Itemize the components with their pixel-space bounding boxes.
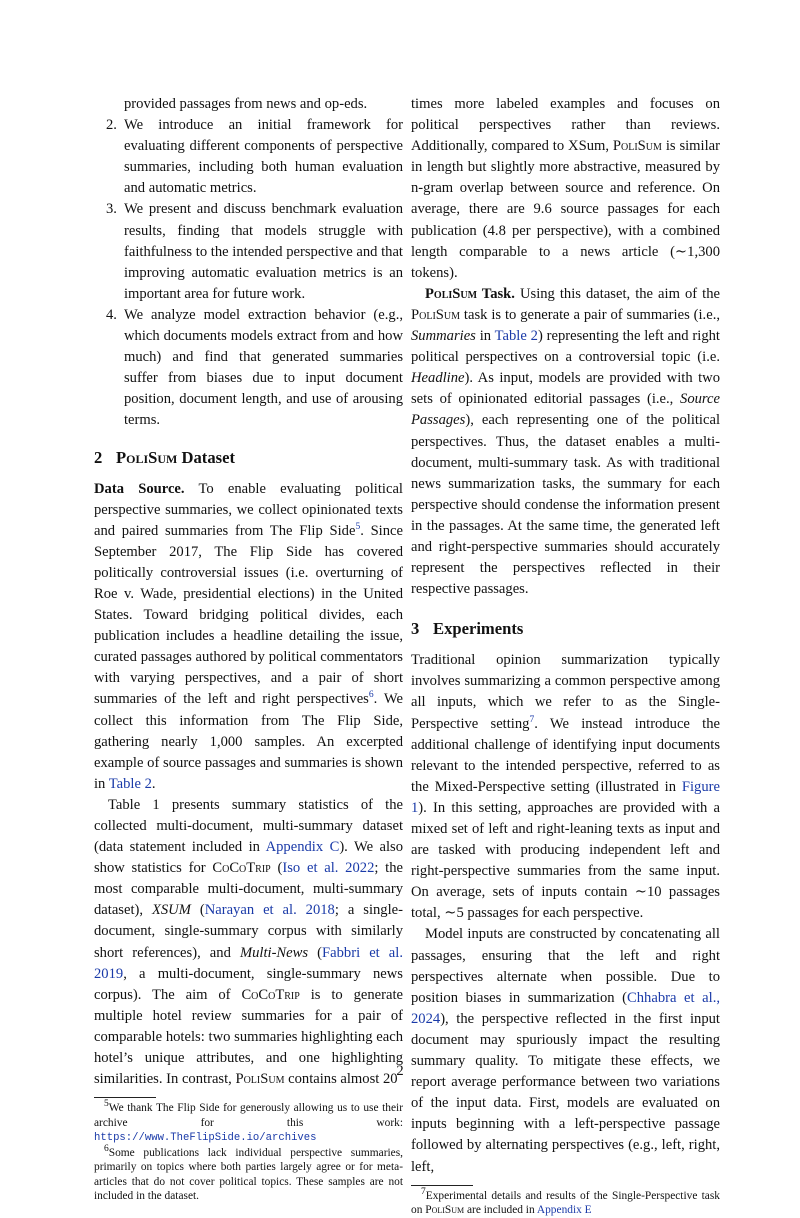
text: ). As input, models are provided with two sets of opinionated editorial passages (i.e., xyxy=(411,370,720,408)
appendix-e-link[interactable]: Appendix E xyxy=(536,1203,592,1216)
headline-term: Headline xyxy=(411,370,465,387)
text: ), each representing one of the political perspectives. Thus, the dataset enables a multi-document, multi-summary task. As with traditional news summarization tasks, the summary for each perspective should condense the information present in the passages. At the same time, the generated left and right-perspective summaries should accurately represent the perspectives reflected in their respective passages. xyxy=(411,412,720,598)
footnote-5 xyxy=(94,1101,403,1145)
contribution-item-2 xyxy=(94,115,403,199)
continued-paragraph xyxy=(411,94,720,284)
fabbri-citation-link[interactable]: Fabbri et al. 2019 xyxy=(94,944,403,982)
section-title-rest: Dataset xyxy=(177,447,235,467)
flipside-archive-url[interactable]: https://www.TheFlipSide.io/archives xyxy=(94,1131,317,1144)
contribution-text: We analyze model extraction behavior (e.g., which documents models extract from and how much) and find that generated summaries suffer from biases due to input document position, document length, and use of arousing terms. xyxy=(124,306,403,429)
footnote-rule xyxy=(94,1097,156,1098)
text: ; a single-document, single-summary corpus with similarly short references), and xyxy=(94,902,403,961)
polisum-name: PoliSum xyxy=(411,306,461,323)
section-number: 2 xyxy=(94,447,103,467)
contribution-text: We present and discuss benchmark evaluation results, finding that models struggle with faithfulness to the intended perspective and that improving automatic evaluation metrics is an important area for future work. xyxy=(124,201,403,302)
footnotes xyxy=(411,1186,720,1218)
text: Traditional opinion summarization typically involves summarizing a common perspective among all inputs, which we refer to as the Single-Perspective setting xyxy=(411,652,720,732)
data-source-paragraph xyxy=(94,479,403,795)
polisum-name: PoliSum xyxy=(425,1203,465,1216)
text: , a multi-document, single-summary news corpus). The aim of xyxy=(94,965,403,1003)
text: times more labeled examples and focuses on political perspectives rather than reviews. Additionally, compared to XSum, xyxy=(411,96,720,155)
summaries-term: Summaries xyxy=(411,328,476,345)
text: . xyxy=(151,775,156,792)
contribution-number: 2. xyxy=(106,117,117,134)
text: task is to generate a pair of summaries (i.e., xyxy=(460,306,720,323)
text: ( xyxy=(308,944,323,961)
task-paragraph xyxy=(411,284,720,600)
page-number: 2 xyxy=(396,1063,404,1079)
experiments-paragraph-1 xyxy=(411,650,720,924)
text: Model inputs are constructed by concatenating all passages, ensuring that the left and right perspectives alternate when possible. Due to position biases in summarization ( xyxy=(411,926,720,1006)
contribution-1-tail: provided passages from news and op-eds. xyxy=(124,96,368,112)
text: ( xyxy=(190,902,205,919)
polisum-name: PoliSum xyxy=(235,1071,285,1088)
iso-citation-link[interactable]: Iso et al. 2022 xyxy=(282,860,375,877)
table-2-link[interactable]: Table 2 xyxy=(494,328,538,345)
contribution-number: 4. xyxy=(106,306,117,323)
text: . Since September 2017, The Flip Side has covered politically controversial issues (i.e. overturning of Roe v. Wade, presidential elections) in the United States. Toward bridging political divides, each publication includes a headline detailing the issue, curated passages authored by political commentators with varying perspectives, and a pair of short summaries of the left and right perspectives xyxy=(94,522,403,708)
chhabra-citation-link[interactable]: Chhabra et al., 2024 xyxy=(411,989,720,1027)
text: ( xyxy=(270,860,283,877)
cocotrip-name: CoCoTrip xyxy=(241,986,300,1003)
left-column xyxy=(94,94,403,1204)
text: contains almost 20 xyxy=(284,1071,398,1088)
text: To enable evaluating political perspective summaries, we collect opinionated texts and paired summaries from The Flip Side xyxy=(94,480,403,539)
text: ), the perspective reflected in the first input document may spuriously impact the resulting summary quality. To mitigate these effects, we report average performance between two variations of the input data. First, models are evaluated on inputs beginning with a left-perspective passage followed by alternating perspectives (e.g., left, right, left, xyxy=(411,1010,720,1175)
contribution-number: 3. xyxy=(106,201,117,218)
footnote-7 xyxy=(411,1186,720,1218)
appendix-c-link[interactable]: Appendix C xyxy=(265,839,340,856)
footnote-text: Experimental details and results of the Single-Perspective task on xyxy=(411,1189,720,1216)
section-number: 3 xyxy=(411,619,420,639)
text: is similar in length but slightly more abstractive, measured by n-gram overlap between source and reference. On average, there are 9.6 source passages for each publication (4.8 per perspective), with a combined length comparable to a news article (∼1,300 tokens). xyxy=(411,138,720,281)
text: ). We also show statistics for xyxy=(94,839,403,877)
text: ) representing the left and right political perspectives on a controversial topic (i.e. xyxy=(411,328,720,366)
run-in-heading-rest: Task. xyxy=(477,285,515,302)
run-in-heading: Data Source. xyxy=(94,480,185,497)
cocotrip-name: CoCoTrip xyxy=(212,860,271,877)
section-title: Experiments xyxy=(433,619,524,639)
contribution-text: We introduce an initial framework for evaluating different components of perspective summaries, including both human evaluation and automatic metrics. xyxy=(124,117,403,197)
polisum-name: PoliSum xyxy=(612,138,662,155)
footnote-text: are included in xyxy=(464,1203,537,1216)
footnote-number: 5 xyxy=(104,1099,109,1110)
footnote-ref-5[interactable]: 5 xyxy=(355,521,361,532)
footnote-6 xyxy=(94,1146,403,1203)
text: . We instead introduce the additional challenge of identifying input documents relevant to the intended perspective, referred to as the Mixed-Perspective setting (illustrated in xyxy=(411,715,720,795)
contribution-item-4 xyxy=(94,305,403,432)
text: in xyxy=(475,328,495,345)
figure-1-link[interactable]: Figure 1 xyxy=(411,778,720,816)
footnote-number: 6 xyxy=(104,1144,109,1155)
contributions-list xyxy=(94,115,403,431)
footnote-number: 7 xyxy=(421,1186,426,1197)
footnote-ref-6[interactable]: 6 xyxy=(368,690,374,701)
xsum-name: XSUM xyxy=(151,902,191,919)
table-2-link[interactable]: Table 2 xyxy=(108,775,152,792)
text: Table 1 presents summary statistics of the collected multi-document, multi-summary dataset (data statement included in xyxy=(94,796,403,856)
run-in-heading-dataset: PoliSum xyxy=(425,285,478,302)
section-2-heading xyxy=(94,447,403,469)
table-1-paragraph xyxy=(94,795,403,1090)
narayan-citation-link[interactable]: Narayan et al. 2018 xyxy=(204,902,335,919)
multinews-name: Multi-News xyxy=(239,944,309,961)
footnote-rule xyxy=(411,1185,473,1186)
text: ; the most comparable multi-document, multi-summary dataset), xyxy=(94,860,404,919)
text: . We collect this information from The Flip Side, gathering nearly 1,000 samples. An excerpted example of source passages and summaries is shown in xyxy=(94,691,403,792)
experiments-paragraph-2 xyxy=(411,924,720,1177)
footnote-ref-7[interactable]: 7 xyxy=(529,714,535,725)
footnotes xyxy=(94,1101,403,1203)
footnote-text: Some publications lack individual perspective summaries, primarily on topics where both parties largely agree or for meta-articles that do not cover political topics. These samples are not included in the dataset. xyxy=(94,1147,403,1202)
text: ). In this setting, approaches are provided with a mixed set of left and right-leaning texts as input and are tasked with producing independent left and right-perspective summaries from the same input. On average, sets of inputs contain ∼10 passages total, ∼5 passages for each perspective. xyxy=(411,799,720,922)
text: Using this dataset, the aim of the xyxy=(514,285,720,302)
section-title-dataset-name: PoliSum xyxy=(116,447,178,467)
footnote-text: We thank The Flip Side for generously allowing us to use their archive for this work: xyxy=(94,1102,403,1129)
source-passages-term: Source Passages xyxy=(411,391,720,429)
section-3-heading xyxy=(411,618,720,640)
contribution-item-3 xyxy=(94,199,403,304)
text: is to generate multiple hotel review summaries for a pair of comparable hotels: two summaries highlighting each hotel’s unique attributes, and one highlighting similarities. In contrast, xyxy=(94,986,403,1088)
right-column xyxy=(411,94,720,1218)
